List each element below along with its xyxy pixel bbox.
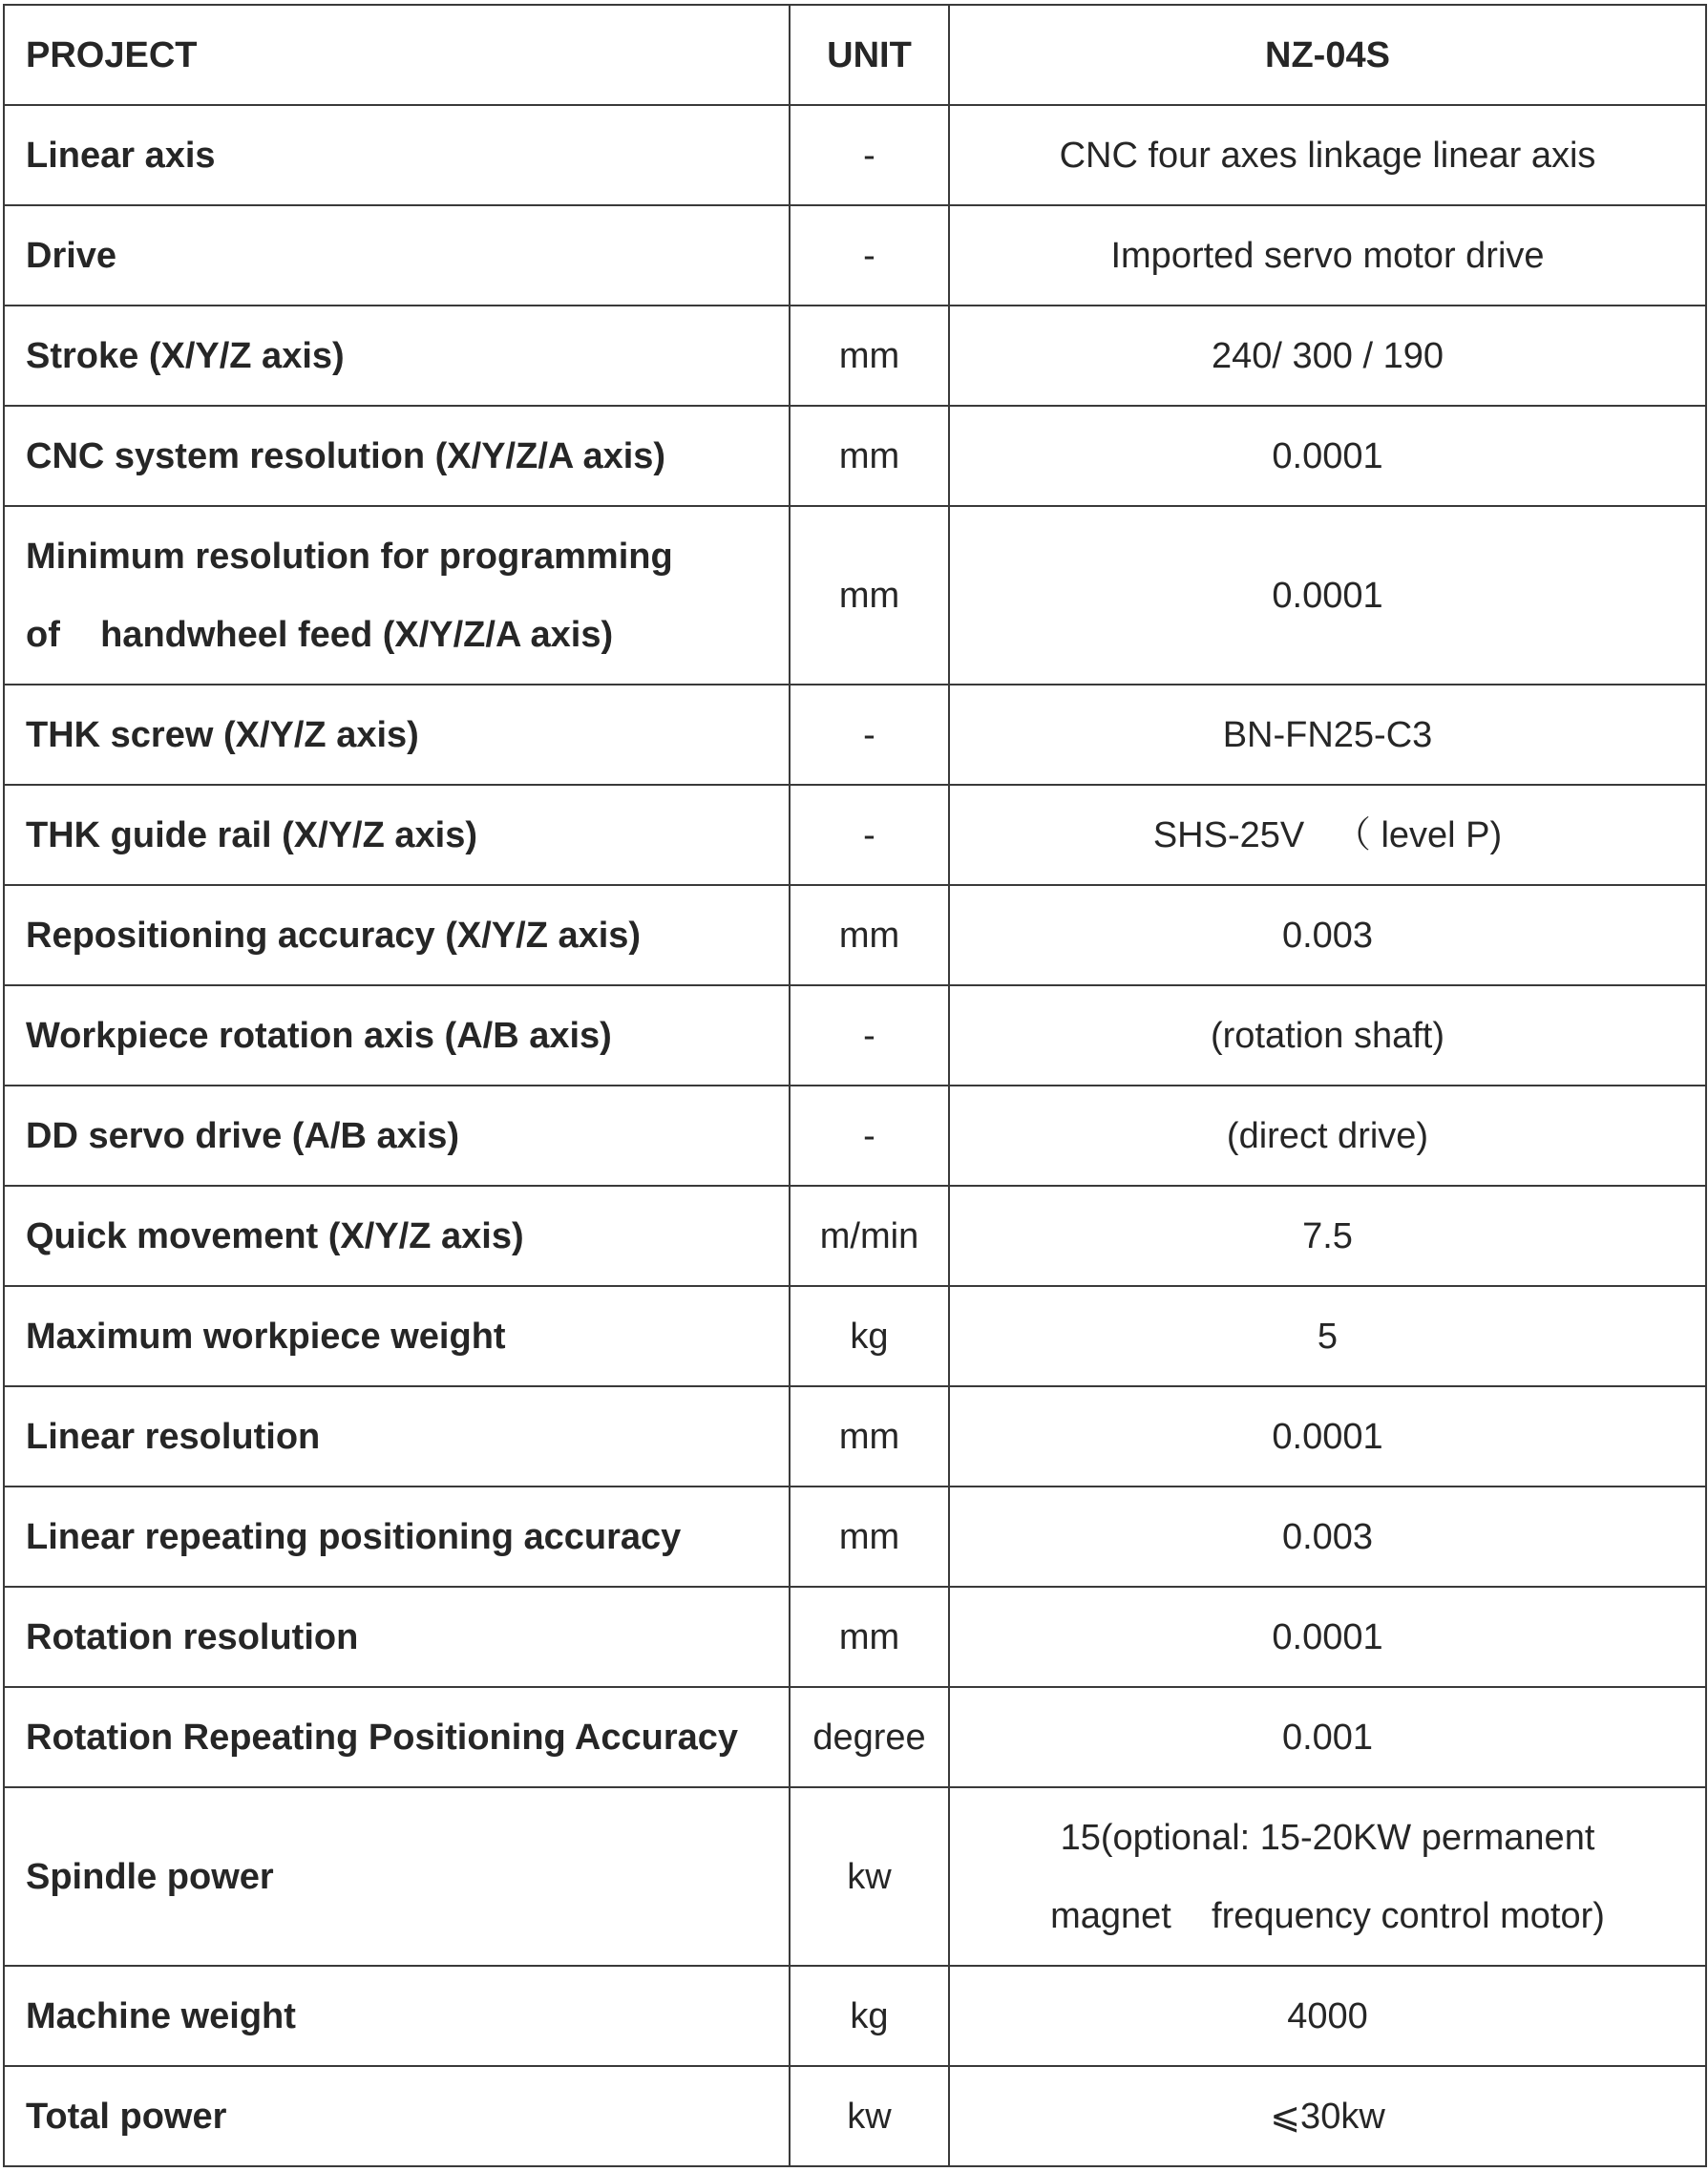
header-project: PROJECT bbox=[4, 5, 790, 105]
project-text: Stroke (X/Y/Z axis) bbox=[26, 335, 345, 376]
value-text: CNC four axes linkage linear axis bbox=[1059, 135, 1596, 176]
cell-unit: kg bbox=[790, 1286, 949, 1386]
table-row bbox=[4, 506, 1706, 685]
table-row bbox=[4, 885, 1706, 985]
cell-project bbox=[4, 1966, 790, 2066]
cell-value bbox=[949, 2066, 1706, 2166]
cell-unit: m/min bbox=[790, 1186, 949, 1286]
project-text: Rotation Repeating Positioning Accuracy bbox=[26, 1717, 739, 1758]
table-row bbox=[4, 1966, 1706, 2066]
cell-project bbox=[4, 1687, 790, 1787]
cell-value bbox=[949, 1286, 1706, 1386]
cell-unit: degree bbox=[790, 1687, 949, 1787]
table-row bbox=[4, 1286, 1706, 1386]
project-text: Maximum workpiece weight bbox=[26, 1316, 506, 1357]
table-row bbox=[4, 205, 1706, 306]
cell-project bbox=[4, 885, 790, 985]
cell-value bbox=[949, 785, 1706, 885]
cell-unit: - bbox=[790, 985, 949, 1086]
project-text: THK screw (X/Y/Z axis) bbox=[26, 714, 419, 755]
cell-unit: - bbox=[790, 1086, 949, 1186]
table-row bbox=[4, 105, 1706, 205]
project-text: Linear axis bbox=[26, 135, 216, 176]
cell-project bbox=[4, 1487, 790, 1587]
project-text: of handwheel feed (X/Y/Z/A axis) bbox=[26, 614, 614, 655]
project-text: Spindle power bbox=[26, 1856, 274, 1897]
project-text: Repositioning accuracy (X/Y/Z axis) bbox=[26, 915, 642, 956]
cell-value bbox=[949, 1487, 1706, 1587]
cell-project bbox=[4, 785, 790, 885]
project-text: CNC system resolution (X/Y/Z/A axis) bbox=[26, 435, 666, 476]
value-text: (rotation shaft) bbox=[1211, 1015, 1444, 1056]
table-row bbox=[4, 1086, 1706, 1186]
cell-project bbox=[4, 1286, 790, 1386]
table-row bbox=[4, 306, 1706, 406]
project-text: Linear resolution bbox=[26, 1416, 321, 1457]
value-text: 15(optional: 15-20KW permanent bbox=[1060, 1817, 1595, 1858]
cell-value bbox=[949, 985, 1706, 1086]
cell-project bbox=[4, 1787, 790, 1966]
cell-project bbox=[4, 205, 790, 306]
header-row bbox=[4, 5, 1706, 105]
value-text: magnet frequency control motor) bbox=[1050, 1895, 1605, 1936]
value-text: 4000 bbox=[1287, 1995, 1368, 2036]
cell-unit: kw bbox=[790, 1787, 949, 1966]
cell-unit: kw bbox=[790, 2066, 949, 2166]
cell-value bbox=[949, 205, 1706, 306]
value-text: 5 bbox=[1317, 1316, 1339, 1357]
table-row bbox=[4, 1787, 1706, 1966]
cell-value bbox=[949, 1086, 1706, 1186]
cell-project bbox=[4, 2066, 790, 2166]
cell-unit: - bbox=[790, 205, 949, 306]
table-body bbox=[4, 105, 1706, 2166]
value-text: 0.0001 bbox=[1272, 1616, 1383, 1657]
value-text: 0.003 bbox=[1281, 915, 1374, 956]
cell-value bbox=[949, 1687, 1706, 1787]
value-text: 0.001 bbox=[1281, 1717, 1374, 1758]
cell-value bbox=[949, 306, 1706, 406]
cell-unit: mm bbox=[790, 1487, 949, 1587]
cell-project bbox=[4, 105, 790, 205]
cell-value bbox=[949, 1587, 1706, 1687]
cell-value bbox=[949, 105, 1706, 205]
cell-value bbox=[949, 506, 1706, 685]
project-text: Total power bbox=[26, 2096, 227, 2137]
project-text: Drive bbox=[26, 235, 117, 276]
cell-project bbox=[4, 685, 790, 785]
cell-unit: kg bbox=[790, 1966, 949, 2066]
table-row bbox=[4, 1587, 1706, 1687]
cell-value bbox=[949, 685, 1706, 785]
value-text: (direct drive) bbox=[1226, 1115, 1429, 1156]
value-text: ⩽30kw bbox=[1270, 2096, 1385, 2137]
table-row bbox=[4, 1386, 1706, 1487]
value-text: 7.5 bbox=[1302, 1215, 1353, 1256]
cell-unit: mm bbox=[790, 885, 949, 985]
cell-unit: - bbox=[790, 685, 949, 785]
project-text: Workpiece rotation axis (A/B axis) bbox=[26, 1015, 612, 1056]
table-row bbox=[4, 1687, 1706, 1787]
project-text: Machine weight bbox=[26, 1995, 296, 2036]
project-text: Minimum resolution for programming bbox=[26, 536, 673, 577]
value-text: Imported servo motor drive bbox=[1110, 235, 1545, 276]
cell-unit: mm bbox=[790, 506, 949, 685]
cell-unit: - bbox=[790, 785, 949, 885]
value-text: BN-FN25-C3 bbox=[1222, 714, 1433, 755]
cell-unit: mm bbox=[790, 1386, 949, 1487]
value-text: 240/ 300 / 190 bbox=[1212, 335, 1444, 376]
cell-project bbox=[4, 1186, 790, 1286]
cell-project bbox=[4, 1587, 790, 1687]
cell-unit: mm bbox=[790, 1587, 949, 1687]
table-row bbox=[4, 2066, 1706, 2166]
value-text: 0.0001 bbox=[1272, 435, 1383, 476]
value-text: SHS-25V （ level P) bbox=[1152, 814, 1503, 855]
cell-project bbox=[4, 1086, 790, 1186]
table-header bbox=[4, 5, 1706, 105]
header-unit: UNIT bbox=[790, 5, 949, 105]
cell-project bbox=[4, 306, 790, 406]
cell-unit: - bbox=[790, 105, 949, 205]
cell-project bbox=[4, 985, 790, 1086]
cell-project bbox=[4, 1386, 790, 1487]
table-row bbox=[4, 785, 1706, 885]
table-row bbox=[4, 1487, 1706, 1587]
cell-value bbox=[949, 1966, 1706, 2066]
table-row bbox=[4, 1186, 1706, 1286]
project-text: DD servo drive (A/B axis) bbox=[26, 1115, 460, 1156]
project-text: THK guide rail (X/Y/Z axis) bbox=[26, 814, 477, 855]
project-text: Linear repeating positioning accuracy bbox=[26, 1516, 682, 1557]
cell-value bbox=[949, 406, 1706, 506]
cell-value bbox=[949, 1386, 1706, 1487]
table-row bbox=[4, 985, 1706, 1086]
cell-unit: mm bbox=[790, 406, 949, 506]
value-text: 0.0001 bbox=[1272, 1416, 1383, 1457]
header-model: NZ-04S bbox=[949, 5, 1706, 105]
cell-value bbox=[949, 1186, 1706, 1286]
table-row bbox=[4, 685, 1706, 785]
value-text: 0.003 bbox=[1281, 1516, 1374, 1557]
spec-table bbox=[3, 4, 1707, 2167]
cell-project bbox=[4, 406, 790, 506]
project-text: Rotation resolution bbox=[26, 1616, 359, 1657]
cell-value bbox=[949, 885, 1706, 985]
cell-project bbox=[4, 506, 790, 685]
value-text: 0.0001 bbox=[1272, 575, 1383, 616]
cell-unit: mm bbox=[790, 306, 949, 406]
project-text: Quick movement (X/Y/Z axis) bbox=[26, 1215, 524, 1256]
table-row bbox=[4, 406, 1706, 506]
cell-value bbox=[949, 1787, 1706, 1966]
